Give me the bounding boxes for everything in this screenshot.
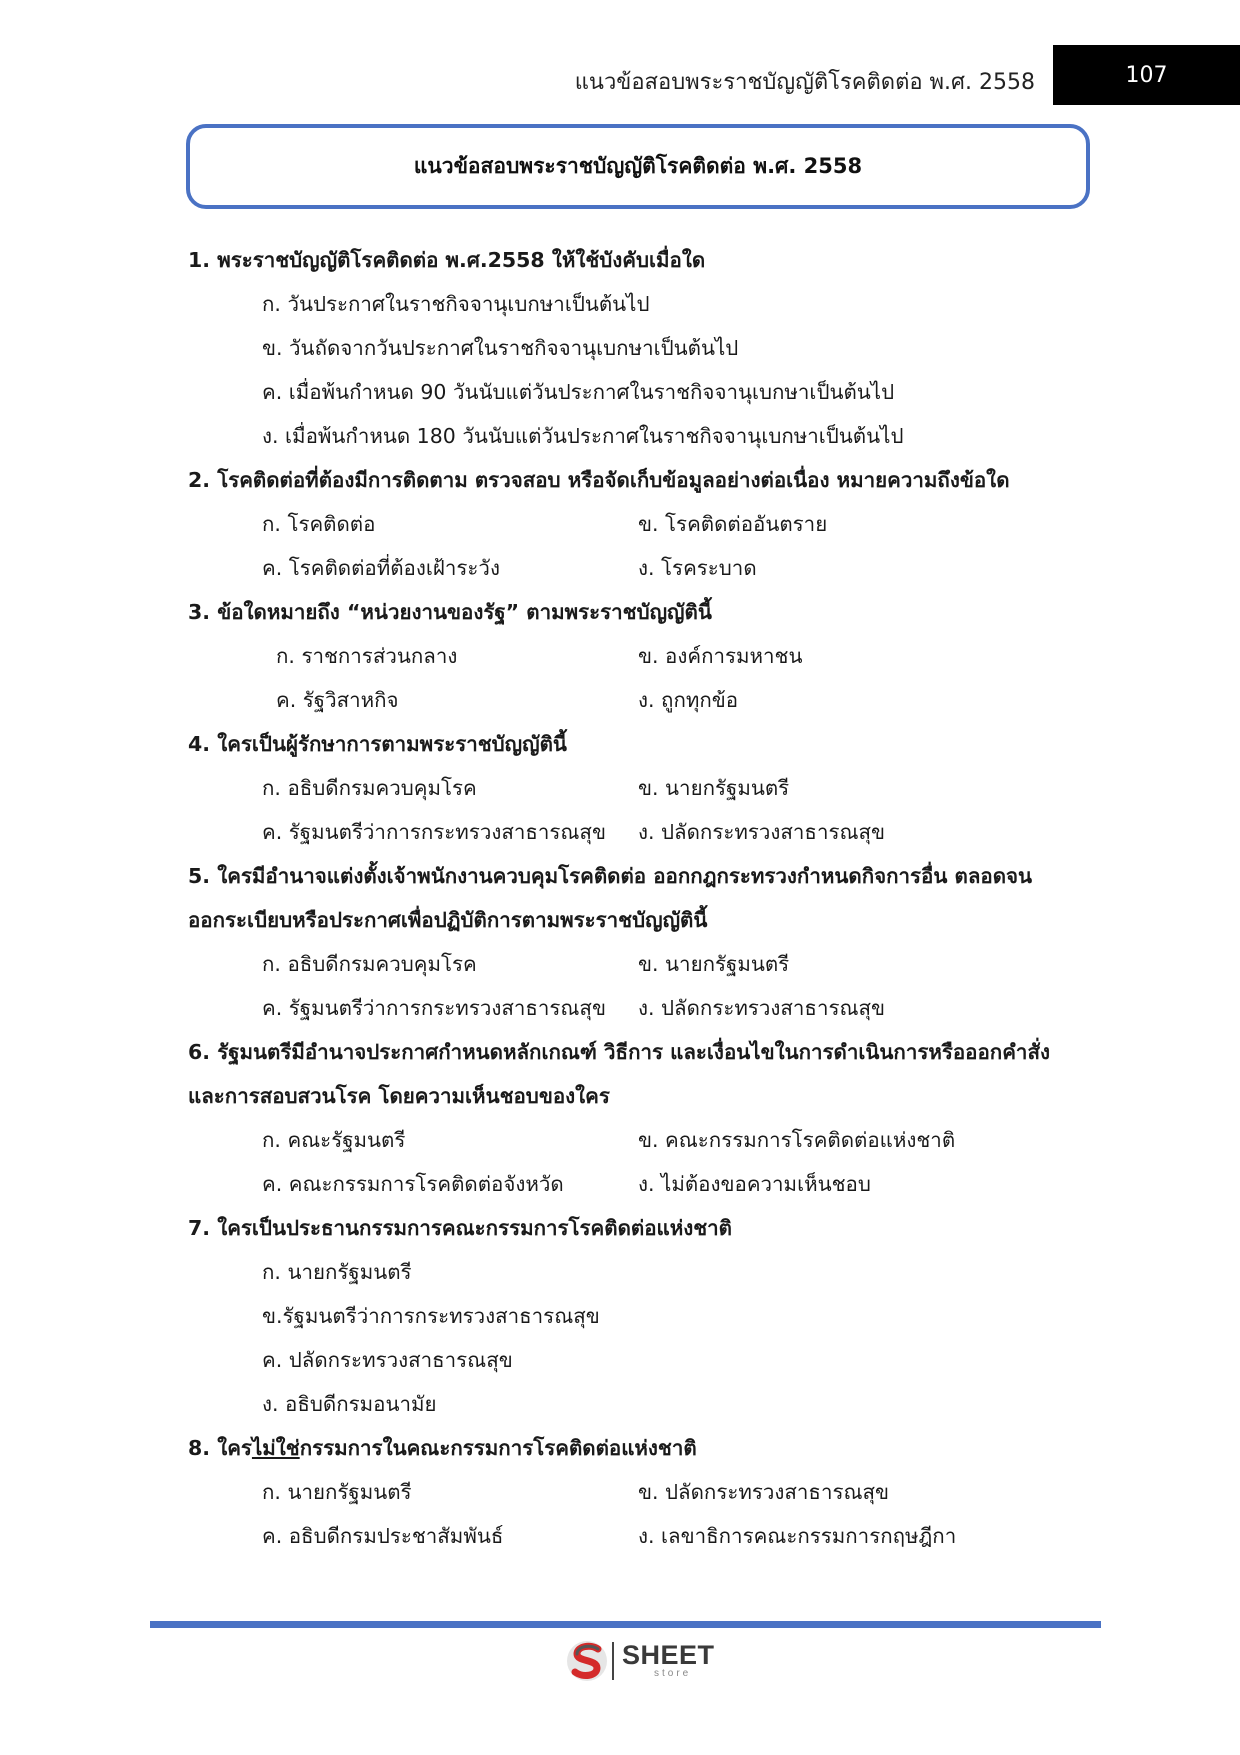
question-6-option-c: ค. คณะกรรมการโรคติดต่อจังหวัด [262,1172,564,1196]
question-6-options-row-1 [188,1118,1078,1162]
question-2-options-row-2 [188,546,1078,590]
question-2-option-c: ค. โรคติดต่อที่ต้องเฝ้าระวัง [262,556,500,580]
footer-divider [150,1621,1101,1628]
question-8-prefix: 8. ใคร [188,1436,252,1460]
question-3-options-row-1 [188,634,1078,678]
question-3-option-a: ก. ราชการส่วนกลาง [276,644,458,668]
question-5: 5. ใครมีอำนาจแต่งตั้งเจ้าพนักงานควบคุมโรคติดต่อ ออกกฎกระทรวงกำหนดกิจการอื่น ตลอดจน [188,864,1033,888]
question-4-options-row-1 [188,766,1078,810]
question-8-suffix: กรรมการในคณะกรรมการโรคติดต่อแห่งชาติ [299,1436,697,1460]
page-title: แนวข้อสอบพระราชบัญญัติโรคติดต่อ พ.ศ. 2558 [413,154,863,178]
question-6-option-a: ก. คณะรัฐมนตรี [262,1128,406,1152]
question-6-continued: และการสอบสวนโรค โดยความเห็นชอบของใคร [188,1084,610,1108]
question-5-options-row-1 [188,942,1078,986]
question-4-options-row-2 [188,810,1078,854]
question-3-option-b: ข. องค์การมหาชน [638,644,803,668]
question-list [188,238,1078,1558]
question-3-option-d: ง. ถูกทุกข้อ [638,688,739,712]
question-4-option-d: ง. ปลัดกระทรวงสาธารณสุข [638,820,886,844]
question-1-option-d: ง. เมื่อพ้นกำหนด 180 วันนับแต่วันประกาศในราชกิจจานุเบกษาเป็นต้นไป [262,424,904,448]
question-6-option-d: ง. ไม่ต้องขอความเห็นชอบ [638,1172,871,1196]
question-5-option-a: ก. อธิบดีกรมควบคุมโรค [262,952,477,976]
page-number-box [1053,45,1240,105]
question-5-options-row-2 [188,986,1078,1030]
question-6-option-b: ข. คณะกรรมการโรคติดต่อแห่งชาติ [638,1128,956,1152]
question-7-option-c: ค. ปลัดกระทรวงสาธารณสุข [262,1348,513,1372]
question-7: 7. ใครเป็นประธานกรรมการคณะกรรมการโรคติดต่อแห่งชาติ [188,1216,732,1240]
question-8-underlined-word: ไม่ใช่ [251,1436,300,1460]
question-8-options-row-1 [188,1470,1078,1514]
logo-text: SHEET [622,1640,715,1670]
page-number: 107 [1125,62,1168,88]
question-8 [188,1426,1078,1470]
question-5-option-c: ค. รัฐมนตรีว่าการกระทรวงสาธารณสุข [262,996,606,1020]
question-2-option-b: ข. โรคติดต่ออันตราย [638,512,828,536]
question-6: 6. รัฐมนตรีมีอำนาจประกาศกำหนดหลักเกณฑ์ วิธีการ และเงื่อนไขในการดำเนินการหรือออกคำสั่ง [188,1040,1050,1064]
question-4-option-b: ข. นายกรัฐมนตรี [638,776,790,800]
question-3-option-c: ค. รัฐวิสาหกิจ [276,688,399,712]
question-4-option-c: ค. รัฐมนตรีว่าการกระทรวงสาธารณสุข [262,820,606,844]
question-8-option-c: ค. อธิบดีกรมประชาสัมพันธ์ [262,1524,504,1548]
question-5-option-d: ง. ปลัดกระทรวงสาธารณสุข [638,996,886,1020]
running-header-title: แนวข้อสอบพระราชบัญญัติโรคติดต่อ พ.ศ. 2558 [574,70,1035,95]
question-8-options-row-2 [188,1514,1078,1558]
question-1-option-b: ข. วันถัดจากวันประกาศในราชกิจจานุเบกษาเป็นต้นไป [262,336,739,360]
question-1-option-a: ก. วันประกาศในราชกิจจานุเบกษาเป็นต้นไป [262,292,650,316]
question-4-option-a: ก. อธิบดีกรมควบคุมโรค [262,776,477,800]
question-5-continued: ออกระเบียบหรือประกาศเพื่อปฏิบัติการตามพระราชบัญญัตินี้ [188,908,708,932]
logo-subtext: store [654,1668,692,1679]
question-8-option-a: ก. นายกรัฐมนตรี [262,1480,412,1504]
question-7-option-a: ก. นายกรัฐมนตรี [262,1260,412,1284]
question-1-option-c: ค. เมื่อพ้นกำหนด 90 วันนับแต่วันประกาศในราชกิจจานุเบกษาเป็นต้นไป [262,380,895,404]
logo-separator [612,1642,614,1680]
question-6-options-row-2 [188,1162,1078,1206]
question-2-option-d: ง. โรคระบาด [638,556,757,580]
question-3: 3. ข้อใดหมายถึง “หน่วยงานของรัฐ” ตามพระราชบัญญัตินี้ [188,600,712,624]
question-8-option-b: ข. ปลัดกระทรวงสาธารณสุข [638,1480,890,1504]
question-1: 1. พระราชบัญญัติโรคติดต่อ พ.ศ.2558 ให้ใช้บังคับเมื่อใด [188,248,706,272]
question-3-options-row-2 [188,678,1078,722]
question-2: 2. โรคติดต่อที่ต้องมีการติดตาม ตรวจสอบ หรือจัดเก็บข้อมูลอย่างต่อเนื่อง หมายความถึงข้อใด [188,468,1010,492]
question-8-option-d: ง. เลขาธิการคณะกรรมการกฤษฎีกา [638,1524,957,1548]
question-2-options-row-1 [188,502,1078,546]
question-4: 4. ใครเป็นผู้รักษาการตามพระราชบัญญัตินี้ [188,732,567,756]
title-box [186,124,1090,209]
question-2-option-a: ก. โรคติดต่อ [262,512,376,536]
question-7-option-d: ง. อธิบดีกรมอนามัย [262,1392,437,1416]
question-7-option-b: ข.รัฐมนตรีว่าการกระทรวงสาธารณสุข [262,1304,600,1328]
question-5-option-b: ข. นายกรัฐมนตรี [638,952,790,976]
